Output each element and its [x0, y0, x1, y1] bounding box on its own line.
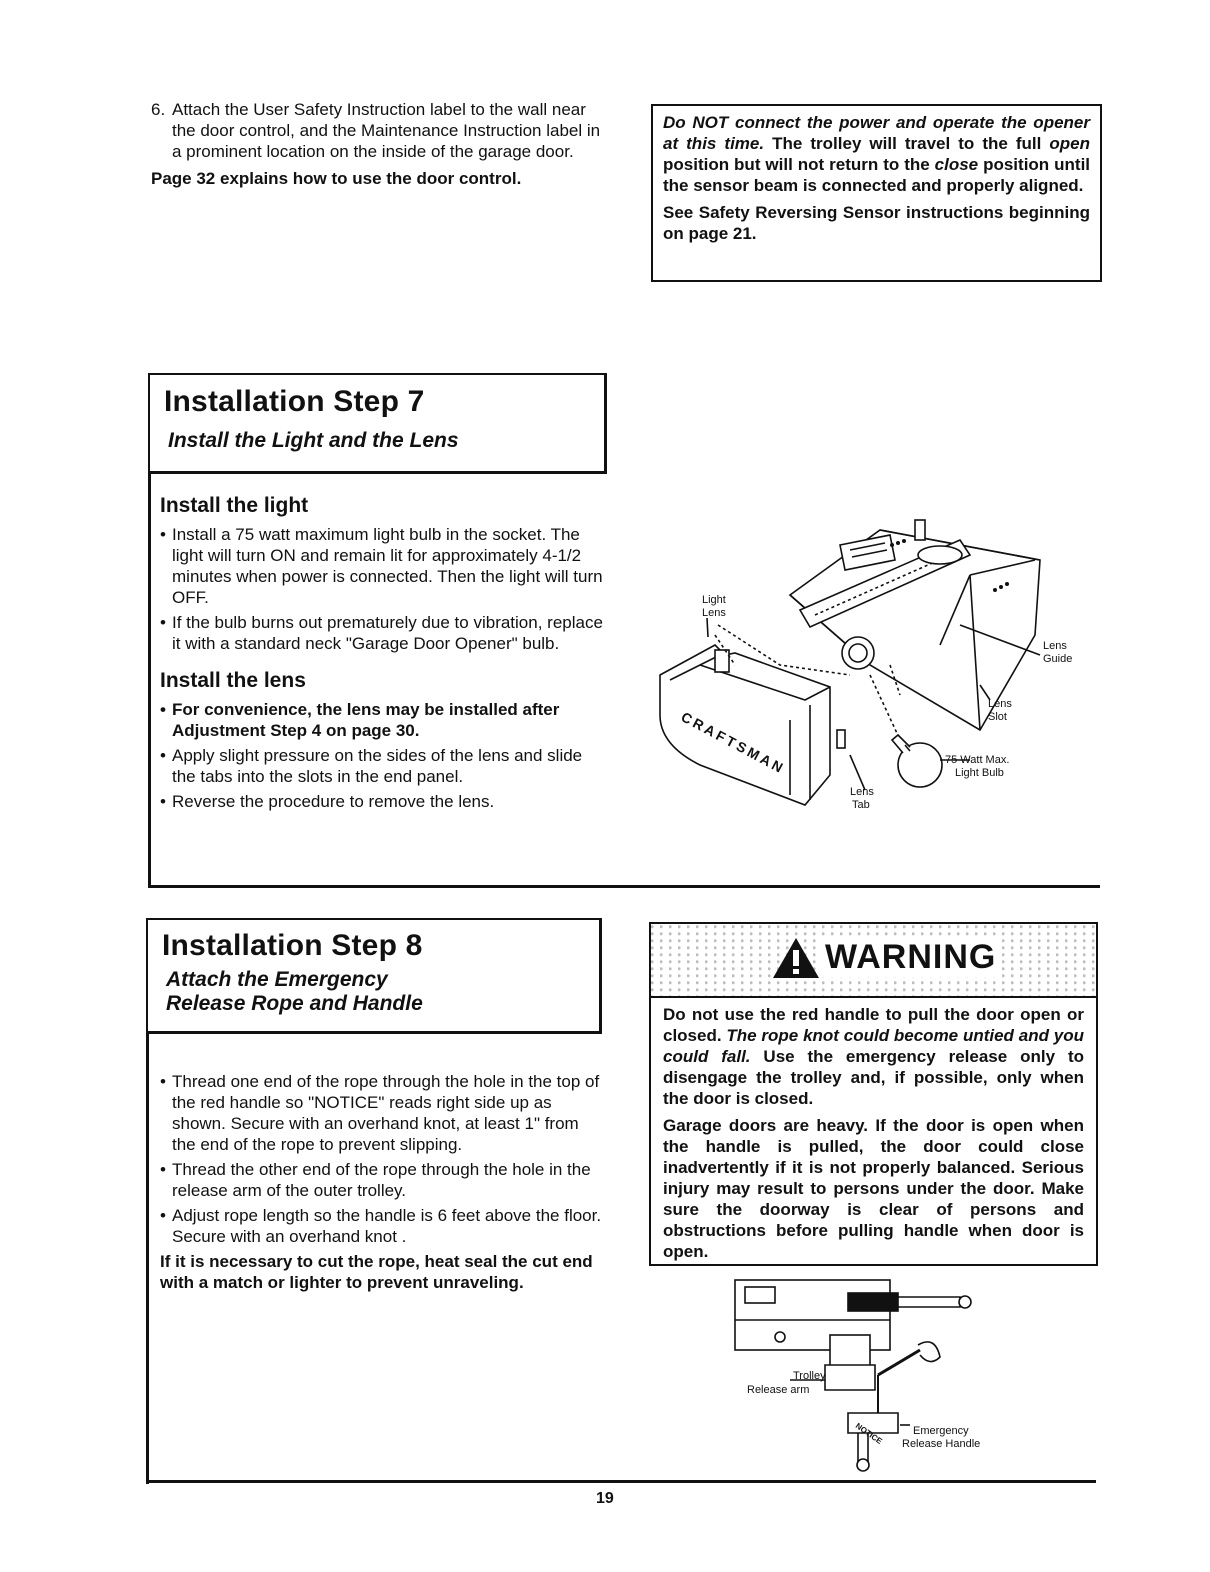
step8-content [160, 1071, 605, 1293]
fig-label-tab-2: Tab [852, 799, 870, 811]
lens-bullet: • For convenience, the lens may be installed after Adjustment Step 4 on page 30. [160, 700, 560, 740]
fig-label-bulb-2: Light Bulb [955, 767, 1004, 779]
warning-box [649, 922, 1098, 1266]
step8-bullet: • Adjust rope length so the handle is 6 feet above the floor. Secure with an overhand knot . [160, 1206, 602, 1246]
page-reference: Page 32 explains how to use the door control. [151, 169, 522, 188]
notice-text-2: position but will not return to the [663, 155, 935, 174]
fig-label-handle-1: Emergency [913, 1425, 969, 1437]
fig-label-lens: Lens [702, 607, 726, 619]
warning-paragraph-1 [663, 1004, 1084, 1109]
notice-see-text: See Safety Reversing Sensor instructions beginning on page 21. [663, 203, 1090, 243]
notice-text-1: The trolley will travel to the full [764, 134, 1050, 153]
step7-title-box [148, 373, 607, 474]
light-bullet: • Install a 75 watt maximum light bulb in the socket. The light will turn ON and remain lit for approximately 4-1/2 minutes when power is connected. Then the light will turn OFF. [160, 525, 603, 607]
notice-close-word: close [934, 155, 979, 174]
warning-triangle-icon [771, 936, 821, 980]
lens-bullet: • Reverse the procedure to remove the lens. [160, 792, 495, 811]
warning-p1-italic: The rope knot could become untied and you could fall. [663, 1026, 1084, 1066]
opener-light-lens-illustration [640, 515, 1073, 820]
warning-paragraph-2: Garage doors are heavy. If the door is open when the handle is pulled, the door could close inadvertently if it is not properly balanced. Serious injury may result to persons under the door. Make sure the doorway is clear of persons and obstructions before pulling handle when door is open. [663, 1116, 1084, 1261]
warning-p1-b: Use the emergency release only to disengage the trolley and, if possible, only when the door is closed. [663, 1047, 1085, 1108]
fig-label-lens-slot-1: Lens [988, 698, 1012, 710]
step8-title-box [146, 918, 602, 1034]
lens-bullet-text: Apply slight pressure on the sides of the lens and slide the tabs into the slots in the end panel. [172, 746, 583, 786]
power-notice-box [651, 104, 1102, 282]
fig-label-handle-2: Release Handle [902, 1438, 981, 1450]
step8-bottom-rule [146, 1480, 1096, 1483]
step7-subtitle: Install the Light and the Lens [168, 429, 459, 452]
notice-handle-label: NOTICE [853, 1421, 884, 1446]
warning-title: WARNING [821, 938, 1000, 977]
step8-title: Installation Step 8 [162, 929, 423, 962]
lens-bullet: • Apply slight pressure on the sides of the lens and slide the tabs into the slots in the end panel. [160, 746, 583, 786]
fig-label-bulb-1: 75 Watt Max. [945, 754, 1010, 766]
step6-text: Attach the User Safety Instruction label to the wall near the door control, and the Maintenance Instruction label in a prominent location on the inside of the garage door. [172, 100, 601, 161]
page-number: 19 [596, 1490, 614, 1507]
fig-label-tab-1: Lens [850, 786, 874, 798]
warning-header [651, 924, 1096, 998]
notice-italic-lead: Do NOT connect the power and operate the opener at this time. [663, 113, 1090, 153]
fig-label-lens-slot-2: Slot [988, 711, 1007, 723]
step7-title: Installation Step 7 [164, 385, 425, 418]
step8-bullet-text: Adjust rope length so the handle is 6 feet above the floor. Secure with an overhand knot . [172, 1206, 602, 1246]
brand-logo: CRAFTSMAN [678, 708, 789, 777]
step8-bullet-text: Thread the other end of the rope through the hole in the release arm of the outer trolley. [172, 1160, 591, 1200]
fig-label-trolley-1: Trolley [793, 1370, 826, 1382]
step8-bullet: • Thread the other end of the rope through the hole in the release arm of the outer trolley. [160, 1160, 591, 1200]
warning-p1-a: Do not use the red handle to pull the door open or closed. [663, 1005, 1084, 1045]
cut-rope-note: If it is necessary to cut the rope, heat seal the cut end with a match or lighter to prevent unraveling. [160, 1252, 593, 1292]
step6-instruction [151, 99, 601, 189]
step6-number: 6. [151, 100, 166, 119]
fig-label-trolley-2: Release arm [747, 1384, 810, 1396]
lens-bullet-text: For convenience, the lens may be installed after Adjustment Step 4 on page 30. [172, 700, 560, 740]
light-bullet: • If the bulb burns out prematurely due to vibration, replace it with a standard neck "Garage Door Opener" bulb. [160, 613, 603, 653]
step8-left-rule [146, 1034, 149, 1484]
step8-bullet-text: Thread one end of the rope through the hole in the top of the red handle so "NOTICE" reads right side up as shown. Secure with an overhand knot, at least 1" from the end of the rope to prevent slipping. [172, 1072, 600, 1154]
light-bullet-text: If the bulb burns out prematurely due to vibration, replace it with a standard neck "Garage Door Opener" bulb. [172, 613, 603, 653]
fig-label-lens-guide-2: Guide [1043, 653, 1073, 665]
fig-label-light: Light [702, 594, 726, 606]
trolley-release-illustration [730, 1275, 1020, 1475]
step8-subtitle-2: Release Rope and Handle [166, 992, 423, 1015]
notice-text-3: position until the sensor beam is connected and properly aligned. [663, 155, 1091, 195]
step7-content [160, 495, 605, 816]
lens-bullet-text: Reverse the procedure to remove the lens. [172, 792, 495, 811]
notice-open-word: open [1049, 134, 1090, 153]
install-lens-heading: Install the lens [160, 669, 306, 692]
light-bullet-text: Install a 75 watt maximum light bulb in the socket. The light will turn ON and remain lit for approximately 4-1/2 minutes when power is connected. Then the light will turn OFF. [172, 525, 603, 607]
step8-subtitle-1: Attach the Emergency [166, 968, 388, 991]
fig-label-lens-guide-1: Lens [1043, 640, 1067, 652]
install-light-heading: Install the light [160, 494, 309, 517]
step8-bullet: • Thread one end of the rope through the hole in the top of the red handle so "NOTICE" reads right side up as shown. Secure with an overhand knot, at least 1" from the end of the rope to prevent slipping. [160, 1072, 600, 1154]
step7-bottom-rule [148, 885, 1100, 888]
step7-left-rule [148, 474, 151, 888]
